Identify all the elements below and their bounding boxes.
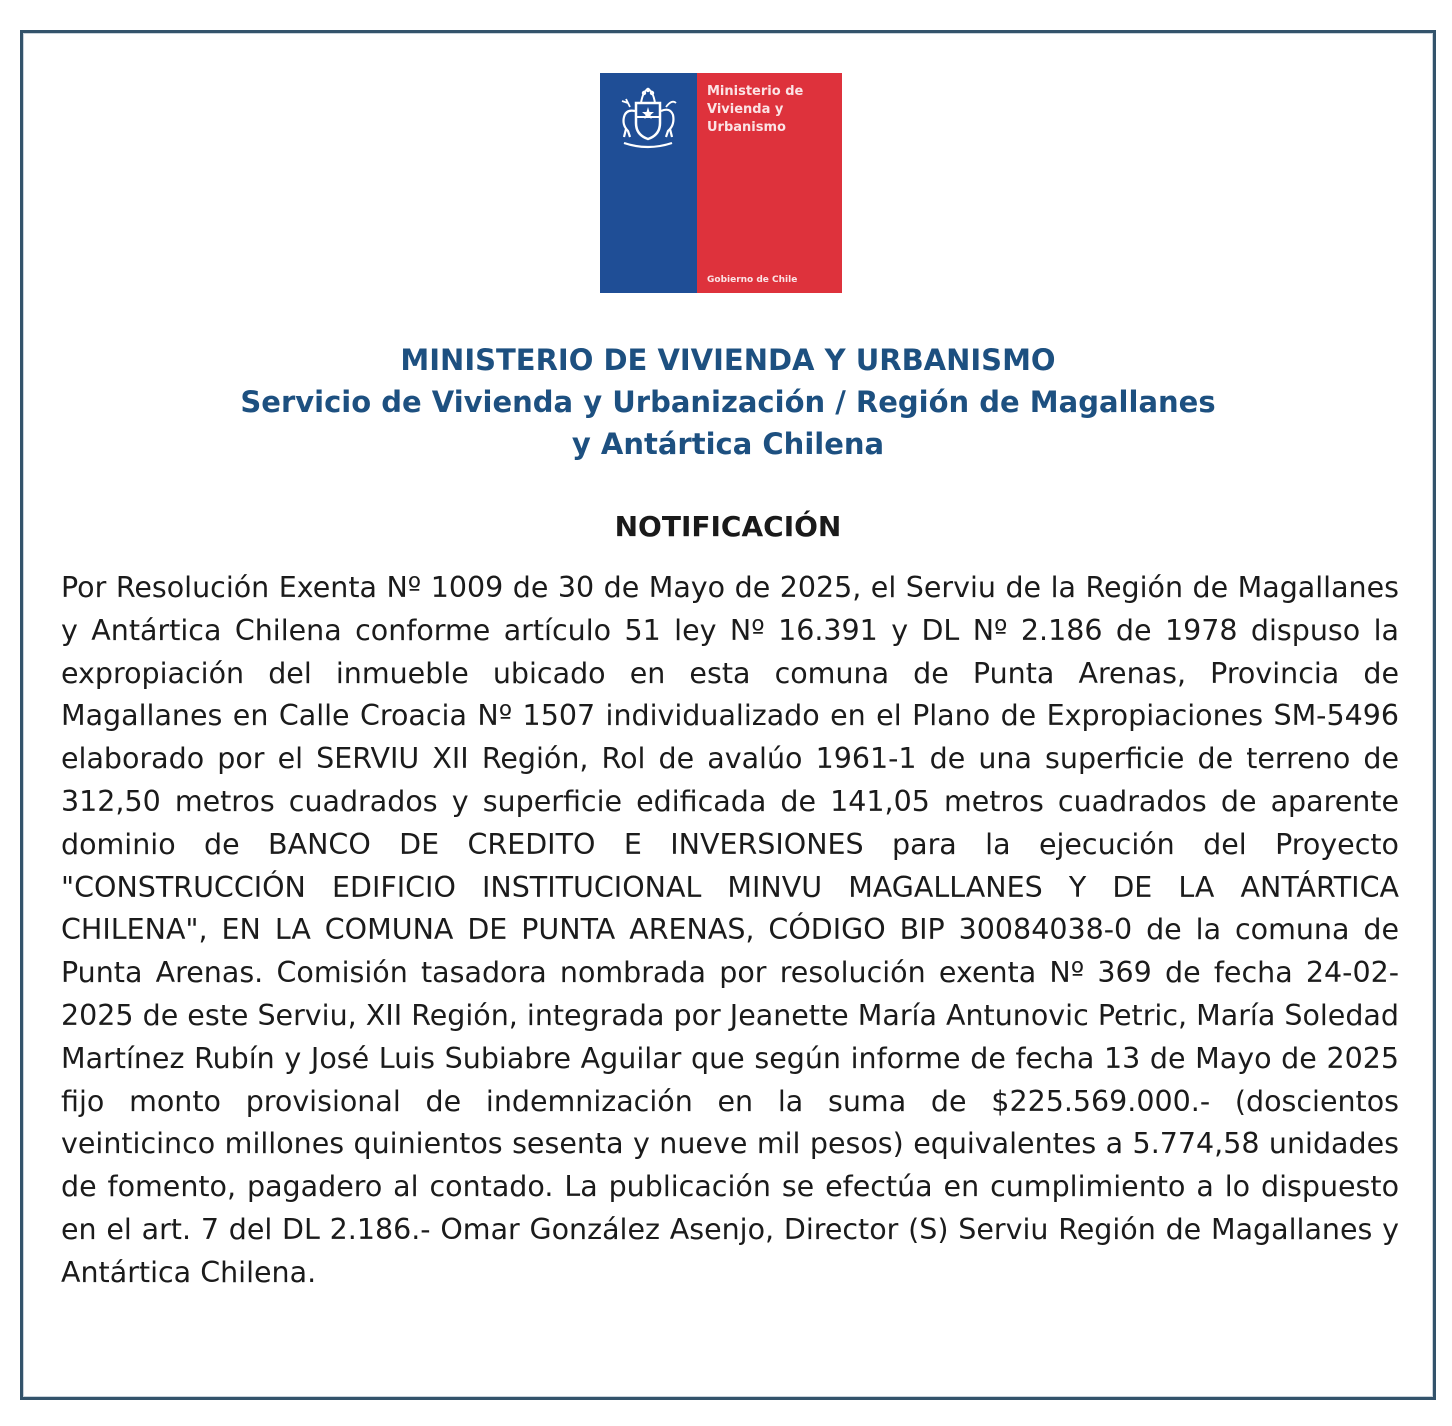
notice-body: Por Resolución Exenta Nº 1009 de 30 de Mayo de 2025, el Serviu de la Región de Magallanes y Antártica Chilena conforme artículo 51 ley Nº 16.391 y DL Nº 2.186 de 1978 dispuso la expropiación del inmueble ubicado en esta comuna de Punta Arenas, Provincia de Magallanes en Calle Croacia Nº 1507 individualizado en el Plano de Expropiaciones SM-5496 elaborado por el SERVIU XII Región, Rol de avalúo 1961-1 de una superficie de terreno de 312,50 metros cuadrados y superficie edificada de 141,05 metros cuadrados de aparente dominio de BANCO DE CREDITO E INVERSIONES para la ejecución del Proyecto "CONSTRUCCIÓN EDIFICIO INSTITUCIONAL MINVU MAGALLANES Y DE LA ANTÁRTICA CHILENA", EN LA COMUNA DE PUNTA ARENAS, CÓDIGO BIP 30084038-0 de la comuna de Punta Arenas. Comisión tasadora nombrada por resolución exenta Nº 369 de fecha 24-02-2025 de este Serviu, XII Región, integrada por Jeanette María Antunovic Petric, María Soledad Martínez Rubín y José Luis Subiabre Aguilar que según informe de fecha 13 de Mayo de 2025 fijo monto provisional de indemnización en la suma de $225.569.000.- (doscientos veinticinco millones quinientos sesenta y nueve mil pesos) equivalentes a 5.774,58 unidades de fomento, pagadero al contado. La publicación se efectúa en cumplimiento a lo dispuesto en el art. 7 del DL 2.186.- Omar González Asenjo, Director (S) Serviu Región de Magallanes y Antártica Chilena.	[61, 571, 1399, 1289]
chilean-coat-of-arms-icon	[608, 81, 688, 161]
logo-red-panel	[697, 73, 842, 293]
notice-title: NOTIFICACIÓN	[614, 510, 842, 543]
notice-frame	[20, 30, 1436, 1400]
ministry-logo	[600, 73, 842, 293]
logo-blue-panel	[600, 73, 697, 293]
header-region-name: y Antártica Chilena	[571, 427, 885, 461]
ministry-header	[23, 339, 1433, 465]
header-ministry-name: MINISTERIO DE VIVIENDA Y URBANISMO	[400, 343, 1056, 377]
logo-ministry-text: Ministerio de Vivienda y Urbanismo	[707, 84, 804, 135]
header-service-name: Servicio de Vivienda y Urbanización / Región de Magallanes	[240, 385, 1216, 419]
logo-government-text: Gobierno de Chile	[707, 275, 798, 285]
